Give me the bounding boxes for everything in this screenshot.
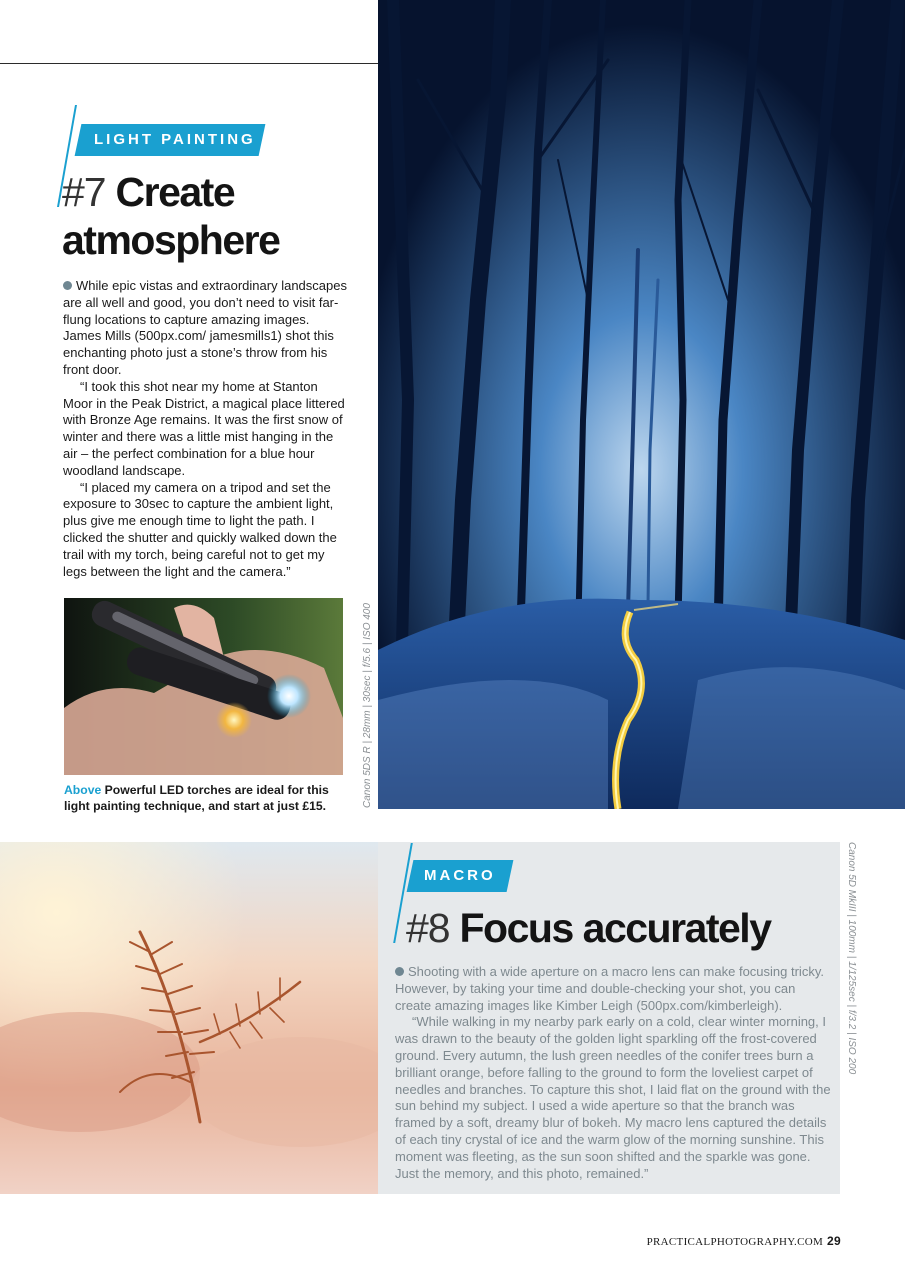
caption-text: Powerful LED torches are ideal for this light painting technique, and start at just £15. xyxy=(64,783,329,813)
tip-number: #7 xyxy=(62,169,106,215)
paragraph: “I placed my camera on a tripod and set the exposure to 30sec to capture the ambient light, plus give me enough time to light the path. I clicked the shutter and quickly walked down the trail with my torch, being careful not to get my legs between the light and the camera.” xyxy=(63,479,337,579)
torch-photo xyxy=(64,598,343,775)
tip-title: Create atmosphere xyxy=(62,169,280,263)
bullet-icon xyxy=(63,281,72,290)
paragraph: “I took this shot near my home at Stanton Moor in the Peak District, a magical place littered with Bronze Age remains. It was the first snow of winter and there was a little mist hanging in the air – the perfect combination for a blue hour woodland landscape. xyxy=(63,378,345,478)
section-title xyxy=(62,168,362,264)
section-title xyxy=(406,904,836,952)
paragraph: “While walking in my nearby park early on a cold, clear winter morning, I was drawn to the beauty of the golden light sparkling off the frost-covered ground. Every autumn, the lush green needles of the conifer trees burn a brilliant orange, before falling to the ground to form the loveliest carpet of needles and branches. To capture this shot, I laid flat on the ground with the sun behind my subject. I used a wide aperture so that the branch was framed by a soft, dreamy blur of bokeh. My macro lens captured the details of each tiny crystal of ice and the warm glow of the morning sunshine. This moment was fleeting, as the sun soon shifted and the sparkle was gone. Just the memory, and this photo, remained.” xyxy=(395,1014,831,1181)
header-rule xyxy=(0,63,378,64)
tip-title: Focus accurately xyxy=(459,905,771,951)
image-caption xyxy=(64,782,349,814)
category-tag xyxy=(407,860,514,892)
bullet-icon xyxy=(395,967,404,976)
frost-fern-photo xyxy=(0,842,378,1194)
forest-photo xyxy=(378,0,905,809)
site-url: PRACTICALPHOTOGRAPHY.COM xyxy=(646,1236,824,1248)
article-body xyxy=(395,964,831,1182)
page-number: 29 xyxy=(827,1234,841,1248)
category-tag-label: LIGHT PAINTING xyxy=(94,131,256,148)
article-body xyxy=(63,278,348,580)
category-tag xyxy=(75,124,266,156)
paragraph: While epic vistas and extraordinary landscapes are all well and good, you don’t need to visit far-flung locations to capture amazing images. James Mills (500px.com/ jamesmills1) shot this enchanting photo just a stone’s throw from his front door. xyxy=(63,278,347,377)
caption-lead: Above xyxy=(64,783,102,797)
tip-number: #8 xyxy=(406,905,450,951)
photo-credit: Canon 5DS R | 28mm | 30sec | f/5.6 | ISO 400 xyxy=(362,603,373,808)
page-footer xyxy=(647,1234,841,1248)
paragraph: Shooting with a wide aperture on a macro lens can make focusing tricky. However, by taking your time and double-checking your shot, you can create amazing images like Kimber Leigh (500px.com/kimberleigh). xyxy=(395,964,824,1013)
photo-credit: Canon 5D MkIII | 100mm | 1/125sec | f/3.2 | ISO 200 xyxy=(846,842,857,1075)
category-tag-label: MACRO xyxy=(424,867,496,884)
